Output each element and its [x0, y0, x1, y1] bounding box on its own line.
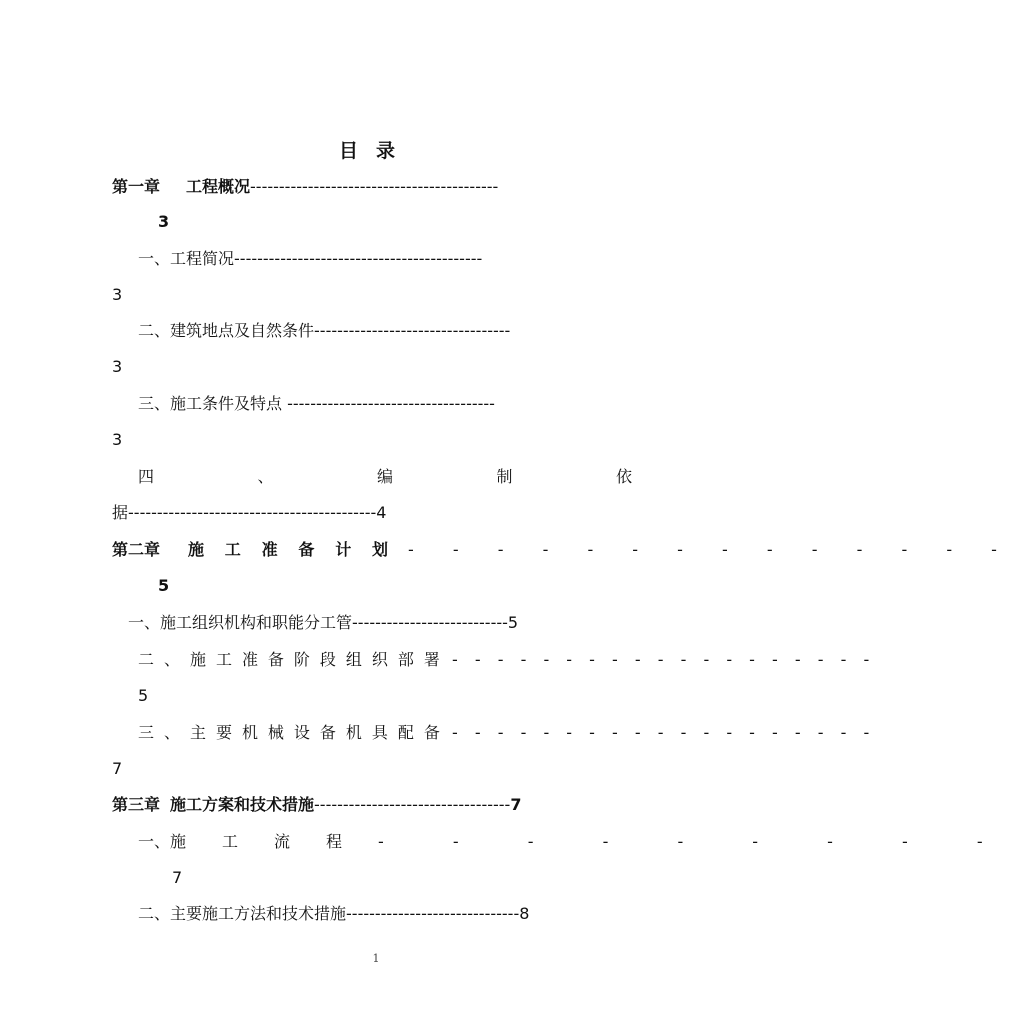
- section-title-char: 组: [345, 650, 362, 669]
- section-title-char: 具: [371, 723, 388, 742]
- leader-dots: ------------------------------------: [282, 394, 495, 413]
- leader-dots: -------------------------------------------: [250, 177, 499, 196]
- section-title: 一、工程简况: [138, 249, 235, 268]
- leader-dots: ---------------------------: [352, 613, 508, 632]
- chapter-title: 工程概况: [186, 177, 251, 196]
- leader-dots: ----------------------------------: [314, 795, 511, 814]
- leader-dots: -------------------------------------------: [128, 503, 377, 522]
- toc-section-7[interactable]: [138, 723, 440, 743]
- toc-page-number: 5: [158, 576, 170, 595]
- toc-section-3[interactable]: [138, 394, 724, 414]
- chapter-title-char: 准: [261, 540, 278, 559]
- section-title-char: 施: [189, 650, 206, 669]
- section-title-char: 段: [319, 650, 336, 669]
- section-title-char: 程: [325, 832, 342, 851]
- leader-dots: - - - - - - - - -: [378, 832, 1015, 851]
- toc-section-2[interactable]: [138, 321, 724, 341]
- toc-section-4-cont[interactable]: [112, 503, 724, 523]
- section-title-char: 主: [189, 723, 206, 742]
- toc-section-8[interactable]: [138, 832, 342, 852]
- section-title-char: 械: [267, 723, 284, 742]
- chapter-label: 第二章: [112, 540, 161, 559]
- leader-dots: ----------------------------------: [314, 321, 511, 340]
- section-title-char: 配: [397, 723, 414, 742]
- title-char-1: 目: [338, 140, 362, 162]
- section-title-char: 三: [138, 723, 155, 742]
- chapter-title-char: 工: [224, 540, 241, 559]
- section-title-char: 准: [241, 650, 258, 669]
- toc-page-number: 3: [112, 285, 123, 304]
- leader-dots: - - - - - - - - - - - - - -: [408, 540, 1014, 559]
- chapter-title-char: 计: [335, 540, 352, 559]
- toc-page-number: 5: [507, 613, 519, 632]
- page-title: [0, 140, 752, 162]
- footer-page-number: 1: [372, 952, 380, 965]
- section-title-char: 阶: [293, 650, 310, 669]
- section-title-char: 流: [273, 832, 290, 851]
- toc-page-number: 4: [376, 503, 387, 522]
- section-title-char: 工: [215, 650, 232, 669]
- leader-dots: -------------------------------------------: [234, 249, 483, 268]
- section-title-char: 备: [423, 723, 440, 742]
- section-title-char: 据: [112, 503, 129, 522]
- section-title-char: 、: [163, 723, 180, 742]
- chapter-title-char: 划: [371, 540, 388, 559]
- section-title-char: 、: [163, 650, 180, 669]
- section-title-char: 二: [138, 650, 155, 669]
- leader-dots: - - - - - - - - - - - - - - - - - - -: [452, 650, 876, 669]
- toc-page-number: 7: [510, 795, 522, 814]
- toc-chapter-2-title[interactable]: [188, 540, 388, 560]
- section-title-char: 机: [345, 723, 362, 742]
- toc-page-number: 3: [158, 212, 170, 231]
- section-title: 三、施工条件及特点: [138, 394, 283, 413]
- section-title-char: 署: [423, 650, 440, 669]
- toc-page-number: 7: [112, 759, 123, 778]
- toc-section-4[interactable]: [138, 467, 632, 487]
- section-title-char: 一、施: [138, 832, 187, 851]
- toc-chapter-1[interactable]: [112, 177, 724, 197]
- toc-page-number: 5: [138, 686, 149, 705]
- section-title-char: 部: [397, 650, 414, 669]
- toc-page-number: 7: [172, 868, 183, 887]
- toc-section-6[interactable]: [138, 650, 440, 670]
- toc-section-9[interactable]: [138, 904, 724, 924]
- toc-chapter-3[interactable]: [112, 795, 724, 815]
- section-title-char: 织: [371, 650, 388, 669]
- chapter-title-char: 备: [298, 540, 315, 559]
- chapter-label: 第三章: [112, 795, 161, 814]
- section-title-char: 备: [319, 723, 336, 742]
- chapter-label: 第一章: [112, 177, 161, 196]
- section-title: 二、建筑地点及自然条件: [138, 321, 315, 340]
- toc-page-number: 3: [112, 430, 123, 449]
- section-title-char: 、: [257, 467, 274, 486]
- toc-page-number: 8: [519, 904, 530, 923]
- section-title-char: 设: [293, 723, 310, 742]
- section-title-char: 备: [267, 650, 284, 669]
- section-title-char: 制: [496, 467, 513, 486]
- toc-section-1[interactable]: [138, 249, 724, 269]
- toc-section-5[interactable]: [128, 613, 724, 633]
- chapter-title-char: 施: [188, 540, 205, 559]
- leader-dots: - - - - - - - - - - - - - - - - - - -: [452, 723, 876, 742]
- section-title: 一、施工组织机构和职能分工管: [128, 613, 353, 632]
- title-char-2: 录: [376, 140, 400, 162]
- section-title-char: 四: [138, 467, 155, 486]
- section-title-char: 编: [376, 467, 393, 486]
- section-title-char: 工: [221, 832, 238, 851]
- section-title-char: 机: [241, 723, 258, 742]
- section-title-char: 依: [615, 467, 632, 486]
- section-title: 二、主要施工方法和技术措施: [138, 904, 347, 923]
- chapter-title: 施工方案和技术措施: [170, 795, 315, 814]
- leader-dots: ------------------------------: [346, 904, 520, 923]
- toc-page-number: 3: [112, 357, 123, 376]
- section-title-char: 要: [215, 723, 232, 742]
